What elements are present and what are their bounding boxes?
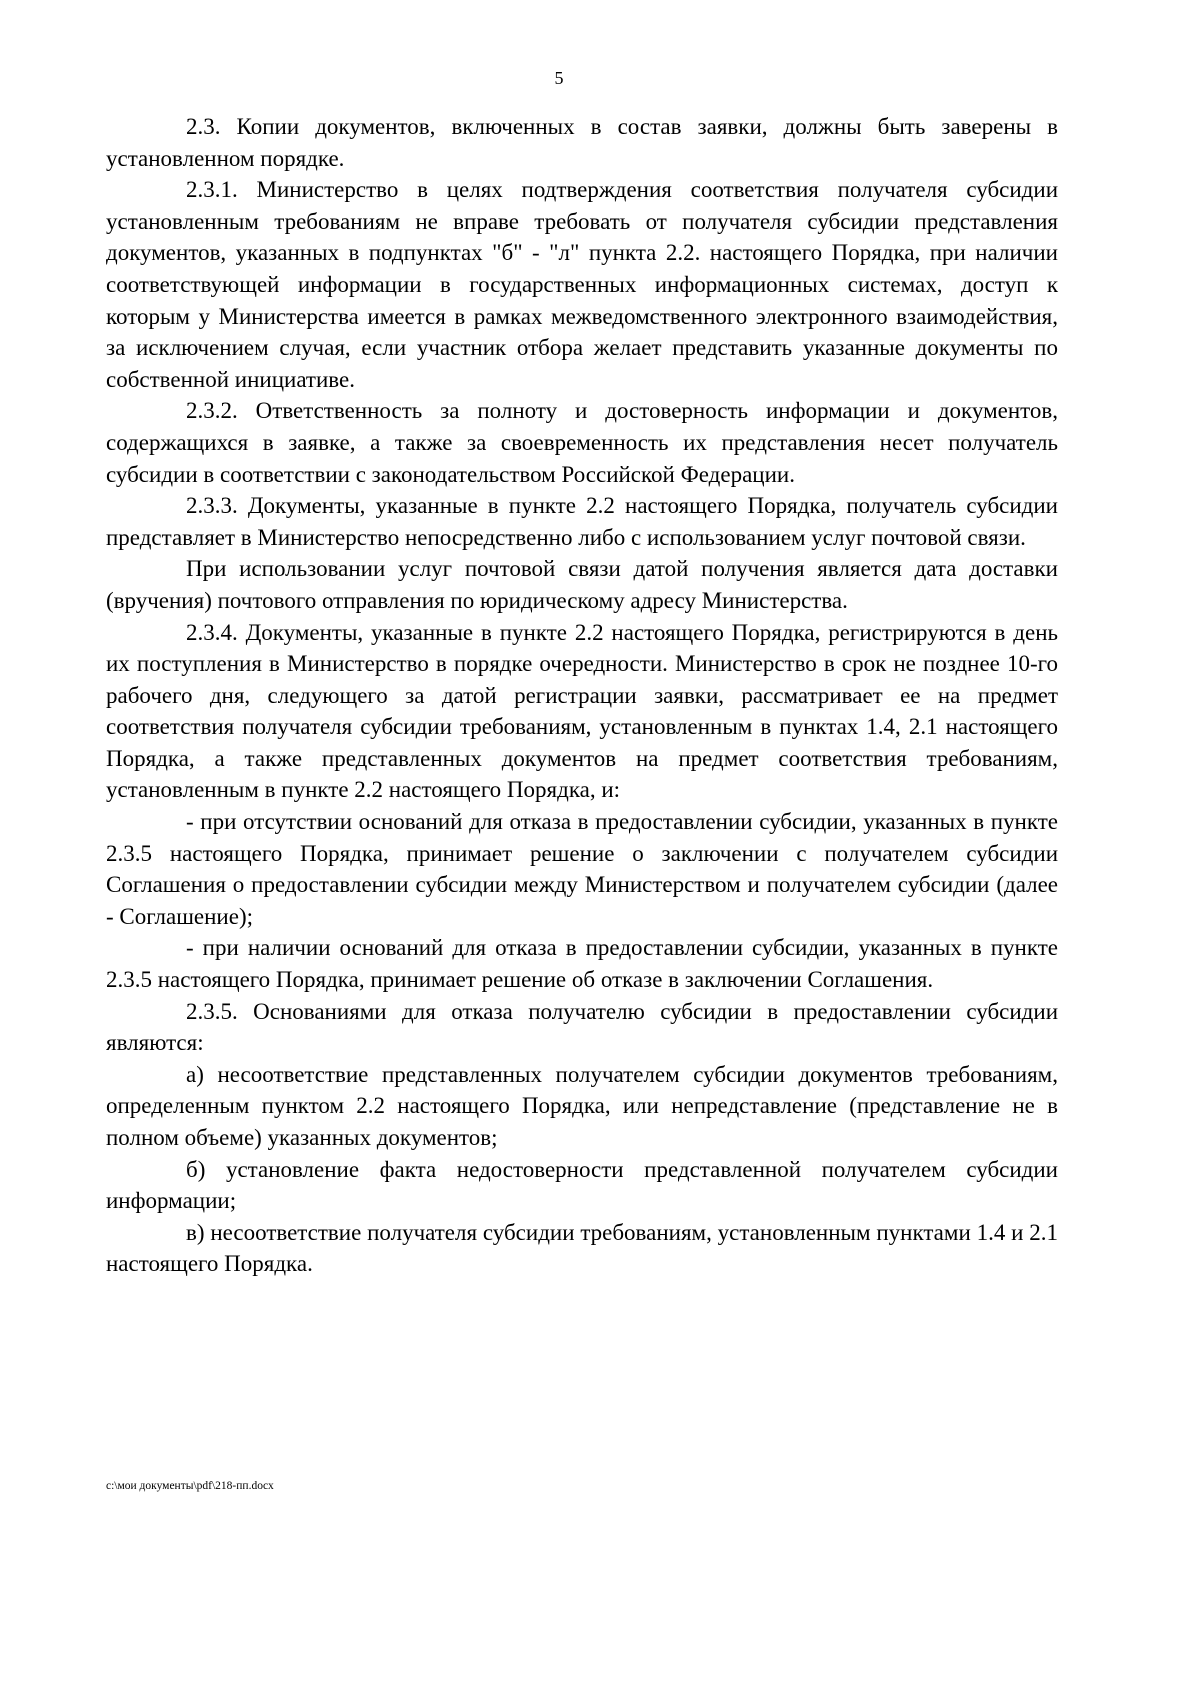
paragraph-no-grounds-for-refusal: - при отсутствии оснований для отказа в предоставлении субсидии, указанных в пункте 2.3.5 настоящего Порядка, принимает решение о заключении с получателем субсидии Соглашения о предоставлении субсидии между Министерством и получателем субсидии (далее - Соглашение); (106, 809, 1058, 929)
paragraph-2-3: 2.3. Копии документов, включенных в состав заявки, должны быть заверены в установленном порядке. (106, 114, 1058, 171)
paragraph-item-v: в) несоответствие получателя субсидии требованиям, установленным пунктами 1.4 и 2.1 настоящего Порядка. (106, 1219, 1058, 1277)
paragraph-2-3-3: 2.3.3. Документы, указанные в пункте 2.2 настоящего Порядка, получатель субсидии представляет в Министерство непосредственно либо с использованием услуг почтовой связи. (106, 493, 1058, 550)
paragraph-2-3-1: 2.3.1. Министерство в целях подтверждения соответствия получателя субсидии установленным требованиям не вправе требовать от получателя субсидии представления документов, указанных в подпунктах "б" - "л" пункта 2.2. настоящего Порядка, при наличии соответствующей информации в государственных информационных системах, доступ к которым у Министерства имеется в рамках межведомственного электронного взаимодействия, за исключением случая, если участник отбора желает представить указанные документы по собственной инициативе. (106, 177, 1058, 392)
paragraph-item-b: б) установление факта недостоверности представленной получателем субсидии информации; (106, 1156, 1058, 1214)
paragraph-2-3-2: 2.3.2. Ответственность за полноту и достоверность информации и документов, содержащихся в заявке, а также за своевременность их представления несет получатель субсидии в соответствии с законодательством Российской Федерации. (106, 398, 1058, 487)
paragraph-postal-delivery: При использовании услуг почтовой связи датой получения является дата доставки (вручения) почтового отправления по юридическому адресу Министерства. (106, 556, 1058, 613)
paragraph-2-3-4: 2.3.4. Документы, указанные в пункте 2.2 настоящего Порядка, регистрируются в день их поступления в Министерство в порядке очередности. Министерство в срок не позднее 10-го рабочего дня, следующего за датой регистрации заявки, рассматривает ее на предмет соответствия получателя субсидии требованиям, установленным в пунктах 1.4, 2.1 настоящего Порядка, а также представленных документов на предмет соответствия требованиям, установленным в пункте 2.2 настоящего Порядка, и: (106, 619, 1058, 803)
page-number: 5 (554, 68, 564, 88)
paragraph-item-a: а) несоответствие представленных получателем субсидии документов требованиям, определенным пунктом 2.2 настоящего Порядка, или непредставление (представление не в полном объеме) указанных документов; (106, 1061, 1058, 1150)
paragraph-2-3-5: 2.3.5. Основаниями для отказа получателю субсидии в предоставлении субсидии являются: (106, 998, 1058, 1056)
document-body (106, 111, 1058, 1280)
footer-file-path: c:\мои документы\pdf\218-пп.docx (106, 1480, 274, 1492)
paragraph-grounds-for-refusal: - при наличии оснований для отказа в предоставлении субсидии, указанных в пункте 2.3.5 настоящего Порядка, принимает решение об отказе в заключении Соглашения. (106, 935, 1058, 993)
